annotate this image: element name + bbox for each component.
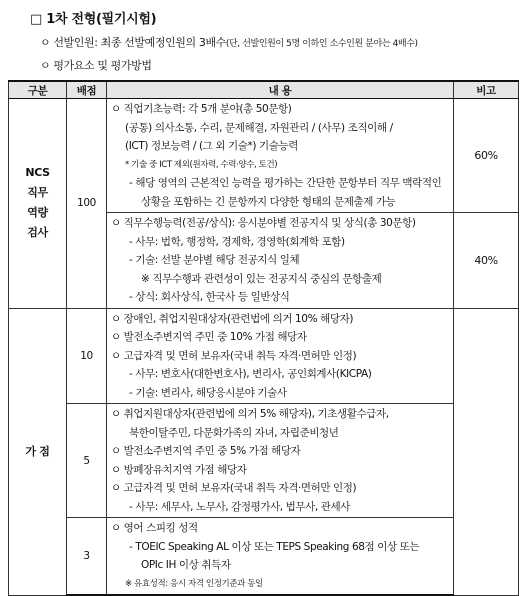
bonus-10-content — [107, 308, 454, 404]
bonus-remarks — [454, 308, 519, 595]
bonus-category: 가 점 — [9, 308, 67, 595]
content-line: - 사무: 법학, 행정학, 경제학, 경영학(회계학 포함) — [129, 235, 345, 248]
ncs-job-ratio: 40% — [454, 213, 519, 309]
content-line: - 기술: 변리사, 해당응시분야 기술사 — [129, 386, 287, 399]
content-line: ㅇ 직업기초능력: 각 5개 분야(총 50문항) — [111, 103, 292, 115]
bonus-row-2 — [9, 404, 519, 518]
content-line: - 사무: 변호사(대한변호사), 변리사, 공인회계사(KICPA) — [129, 368, 372, 380]
content-line: OPIc IH 이상 취득자 — [141, 559, 231, 571]
header-category: 구분 — [9, 81, 67, 99]
bonus-3-content — [107, 518, 454, 596]
content-note: ※ 유효성적: 응시 자격 인정기준과 동일 — [125, 578, 263, 589]
bonus-row-3 — [9, 518, 519, 596]
ncs-basic-content — [107, 99, 454, 213]
header-remarks: 비고 — [454, 81, 519, 99]
ncs-job-content — [107, 213, 454, 309]
header-content: 내 용 — [107, 81, 454, 99]
content-line: ㅇ 방폐장유치지역 가점 해당자 — [111, 463, 247, 476]
content-line: ㅇ 영어 스피킹 성적 — [111, 522, 198, 534]
evaluation-method-bullet: ㅇ 평가요소 및 평가방법 — [40, 59, 152, 72]
bonus-points-10: 10 — [67, 308, 107, 404]
content-line: - TOEIC Speaking AL 이상 또는 TEPS Speaking 68점 이상 또는 — [129, 540, 420, 553]
content-line: ㅇ 직무수행능력(전공/상식): 응시분야별 전공지식 및 상식(총 30문항) — [111, 217, 416, 229]
exam-table — [8, 80, 519, 596]
content-line: ㅇ 고급자격 및 면허 보유자(국내 취득 자격·면허만 인정) — [111, 349, 357, 362]
ncs-category: NCS 직무 역량 검사 — [9, 99, 67, 309]
ncs-basic-ratio: 60% — [454, 99, 519, 213]
content-line: ㅇ 취업지원대상자(관련법에 의거 5% 해당자), 기초생활수급자, — [111, 408, 389, 420]
ncs-row-1 — [9, 99, 519, 213]
content-line: ㅇ 장애인, 취업지원대상자(관련법에 의거 10% 해당자) — [111, 312, 354, 325]
content-line: - 사무: 세무사, 노무사, 감정평가사, 법무사, 관세사 — [129, 500, 351, 513]
content-line: (공통) 의사소통, 수리, 문제해결, 자원관리 / (사무) 조직이해 / — [125, 121, 393, 134]
content-line: (ICT) 정보능력 / (그 외 기술*) 기술능력 — [125, 140, 298, 152]
content-line: 상황을 포함하는 긴 문항까지 다양한 형태의 문제출제 가능 — [141, 195, 396, 208]
selection-count-note: (단, 선발인원이 5명 이하인 소수인원 분야는 4배수) — [225, 39, 418, 49]
content-line: ㅇ 발전소주변지역 주민 중 10% 가점 해당자 — [111, 331, 307, 343]
bonus-row-1 — [9, 308, 519, 404]
bonus-points-3: 3 — [67, 518, 107, 596]
content-line: - 해당 영역의 근본적인 능력을 평가하는 간단한 문항부터 직무 맥락적인 — [129, 177, 442, 189]
content-note: ※ 직무수행과 관련성이 있는 전공지식 중심의 문항출제 — [141, 272, 382, 285]
content-line: 북한이탈주민, 다문화가족의 자녀, 자립준비청년 — [129, 426, 339, 439]
ncs-points: 100 — [67, 99, 107, 309]
content-line: ㅇ 발전소주변지역 주민 중 5% 가점 해당자 — [111, 445, 301, 457]
section-title: □ 1차 전형(필기시험) — [30, 12, 157, 27]
content-line: - 상식: 회사상식, 한국사 등 일반상식 — [129, 291, 290, 303]
content-note: * 기술 중 ICT 제외(원자력, 수력·양수, 토건) — [125, 159, 278, 170]
selection-count-bullet — [40, 34, 418, 50]
bonus-points-5: 5 — [67, 404, 107, 518]
content-line: ㅇ 고급자격 및 면허 보유자(국내 취득 자격·면허만 인정) — [111, 482, 357, 494]
bonus-5-content — [107, 404, 454, 518]
header-points: 배점 — [67, 81, 107, 99]
selection-count-text: ㅇ 선발인원: 최종 선발예정인원의 3배수 — [40, 36, 226, 49]
content-line: - 기술: 선발 분야별 해당 전공지식 일체 — [129, 254, 300, 266]
table-header-row — [9, 81, 519, 99]
